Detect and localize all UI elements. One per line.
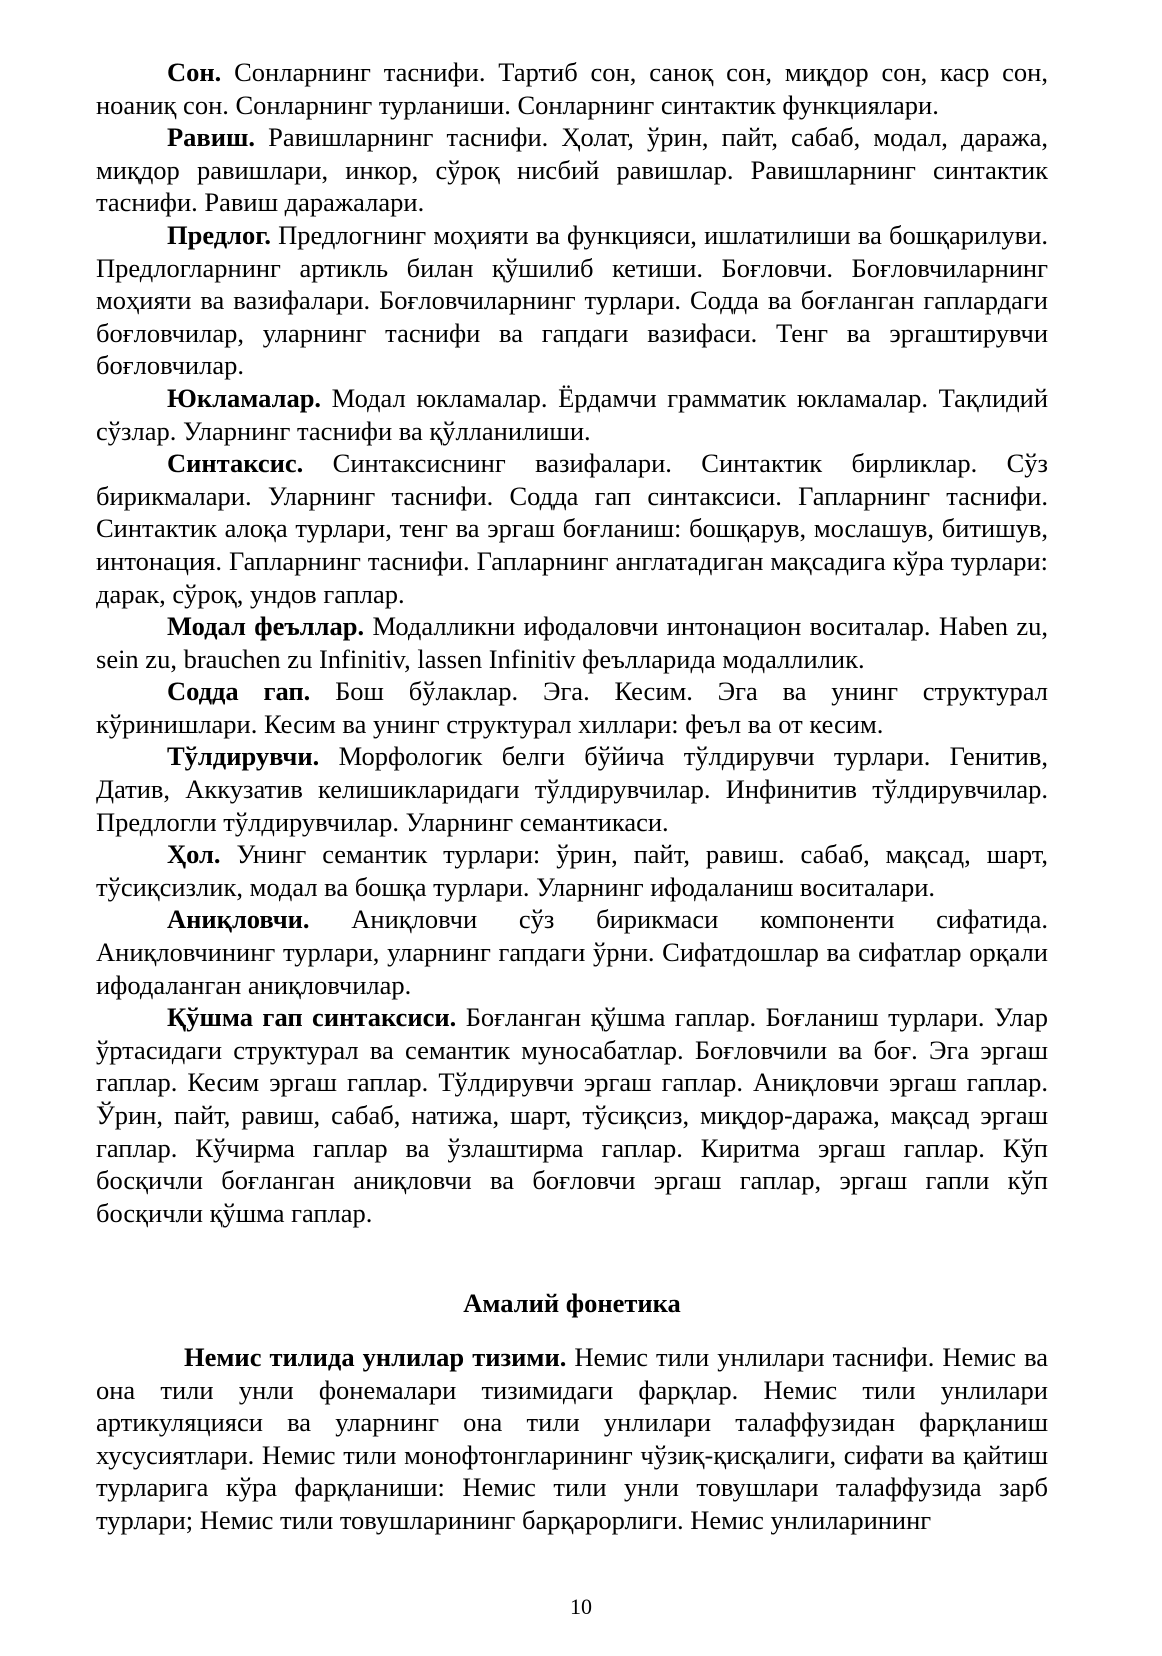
paragraph-unlilar-tizimi xyxy=(96,1341,1048,1537)
paragraph-heading: Модал феъллар. xyxy=(167,611,365,642)
paragraph-heading: Синтаксис. xyxy=(167,448,304,479)
paragraph-text: Морфологик белги бўйича тўлдирувчи турлари. Генитив, Датив, Аккузатив келишикларидаги тўлдирувчилар. Инфинитив тўлдирувчилар. Предлогли тўлдирувчилар. Уларнинг семантикаси. xyxy=(96,741,1048,837)
paragraph-heading: Равиш. xyxy=(167,122,256,153)
paragraph-heading: Содда гап. xyxy=(167,676,311,707)
paragraph-text: Боғланган қўшма гаплар. Боғланиш турлари. Улар ўртасидаги структурал ва семантик муносабатлар. Боғловчили ва боғ. Эга эргаш гаплар. Кесим эргаш гаплар. Тўлдирувчи эргаш гаплар. Аниқловчи эргаш гаплар. Ўрин, пайт, равиш, сабаб, натижа, шарт, тўсиқсиз, миқдор-даража, мақсад эргаш гаплар. Кўчирма гаплар ва ўзлаштирма гаплар. Киритма эргаш гаплар. Кўп босқичли боғланган аниқловчи ва боғловчи эргаш гаплар, эргаш гапли кўп босқичли қўшма гаплар. xyxy=(96,1002,1048,1228)
paragraph-sodda-gap xyxy=(96,675,1048,740)
paragraph-heading: Юкламалар. xyxy=(167,382,322,413)
paragraph-text: Сонларнинг таснифи. Тартиб сон, саноқ сон, миқдор сон, каср сон, ноаниқ сон. Сонларнинг турланиши. Сонларнинг синтактик функциялари. xyxy=(96,57,1048,120)
paragraph-text: Синтаксиснинг вазифалари. Синтактик бирликлар. Сўз бирикмалари. Уларнинг таснифи. Содда гап синтаксиси. Гапларнинг таснифи. Синтактик алоқа турлари, тенг ва эргаш боғланиш: бошқарув, мослашув, битишув, интонация. Гапларнинг таснифи. Гапларнинг англатадиган мақсадига кўра турлари: дарак, сўроқ, ундов гаплар. xyxy=(96,448,1048,609)
paragraph-heading: Предлог. xyxy=(167,219,271,250)
paragraph-sintaksis xyxy=(96,447,1048,610)
paragraph-text: Модал юкламалар. Ёрдамчи грамматик юкламалар. Тақлидий сўзлар. Уларнинг таснифи ва қўлланилиши. xyxy=(96,382,1048,446)
document-page xyxy=(96,56,1048,1537)
paragraph-text: Равишларнинг таснифи. Ҳолат, ўрин, пайт, сабаб, модал, даража, миқдор равишлари, инкор, сўроқ нисбий равишлар. Равишларнинг синтактик таснифи. Равиш даражалари. xyxy=(96,122,1048,218)
paragraph-heading: Немис тилида унлилар тизими. xyxy=(184,1341,567,1372)
paragraph-text: Аниқловчи сўз бирикмаси компоненти сифатида. Аниқловчининг турлари, уларнинг гапдаги ўрни. Сифатдошлар ва сифатлар орқали ифодаланган аниқловчилар. xyxy=(96,904,1048,1000)
paragraph-yuklamalar xyxy=(96,382,1048,447)
paragraph-heading: Тўлдирувчи. xyxy=(167,741,320,772)
paragraph-predlog xyxy=(96,219,1048,382)
paragraph-modal-fellar xyxy=(96,610,1048,675)
paragraph-text: Бош бўлаклар. Эга. Кесим. Эга ва унинг структурал кўринишлари. Кесим ва унинг структурал хиллари: феъл ва от кесим. xyxy=(96,676,1049,739)
paragraph-son xyxy=(96,56,1048,121)
paragraph-toldiruvchi xyxy=(96,740,1048,838)
paragraph-text: Модалликни ифодаловчи интонацион воситалар. Haben zu, sein zu, brauchen zu Infinitiv, lassen Infinitiv феълларида модаллилик. xyxy=(96,611,1048,674)
paragraph-heading: Сон. xyxy=(167,57,222,87)
paragraph-text: Унинг семантик турлари: ўрин, пайт, равиш. сабаб, мақсад, шарт, тўсиқсизлик, модал ва бошқа турлари. Уларнинг ифодаланиш воситалари. xyxy=(96,839,1048,902)
paragraph-aniqlovchi xyxy=(96,903,1048,1001)
paragraph-ravish xyxy=(96,121,1048,219)
paragraph-text: Немис тили унлилари таснифи. Немис ва она тили унли фонемалари тизимидаги фарқлар. Немис тили унлилари артикуляцияси ва уларнинг она тили унлилари талаффузидан фарқланиш хусусиятлари. Немис тили монофтонгларининг чўзиқ-қисқалиги, сифати ва қайтиш турларига кўра фарқланиши: Немис тили унли товушлари талаффузида зарб турлари; Немис тили товушларининг барқарорлиги. Немис унлиларининг xyxy=(96,1341,1048,1535)
paragraph-heading: Аниқловчи. xyxy=(167,904,310,935)
section-title: Амалий фонетика xyxy=(463,1288,681,1319)
page-number: 10 xyxy=(570,1594,592,1619)
paragraph-text: Предлогнинг моҳияти ва функцияси, ишлатилиши ва бошқарилуви. Предлогларнинг артикль билан қўшилиб кетиши. Боғловчи. Боғловчиларнинг моҳияти ва вазифалари. Боғловчиларнинг турлари. Содда ва боғланган гаплардаги боғловчилар, уларнинг таснифи ва гапдаги вазифаси. Тенг ва эргаштирувчи боғловчилар. xyxy=(96,219,1048,381)
paragraph-heading: Ҳол. xyxy=(167,839,221,870)
paragraph-qoshma-gap xyxy=(96,1001,1048,1229)
paragraph-hol xyxy=(96,838,1048,903)
paragraph-heading: Қўшма гап синтаксиси. xyxy=(167,1002,457,1033)
